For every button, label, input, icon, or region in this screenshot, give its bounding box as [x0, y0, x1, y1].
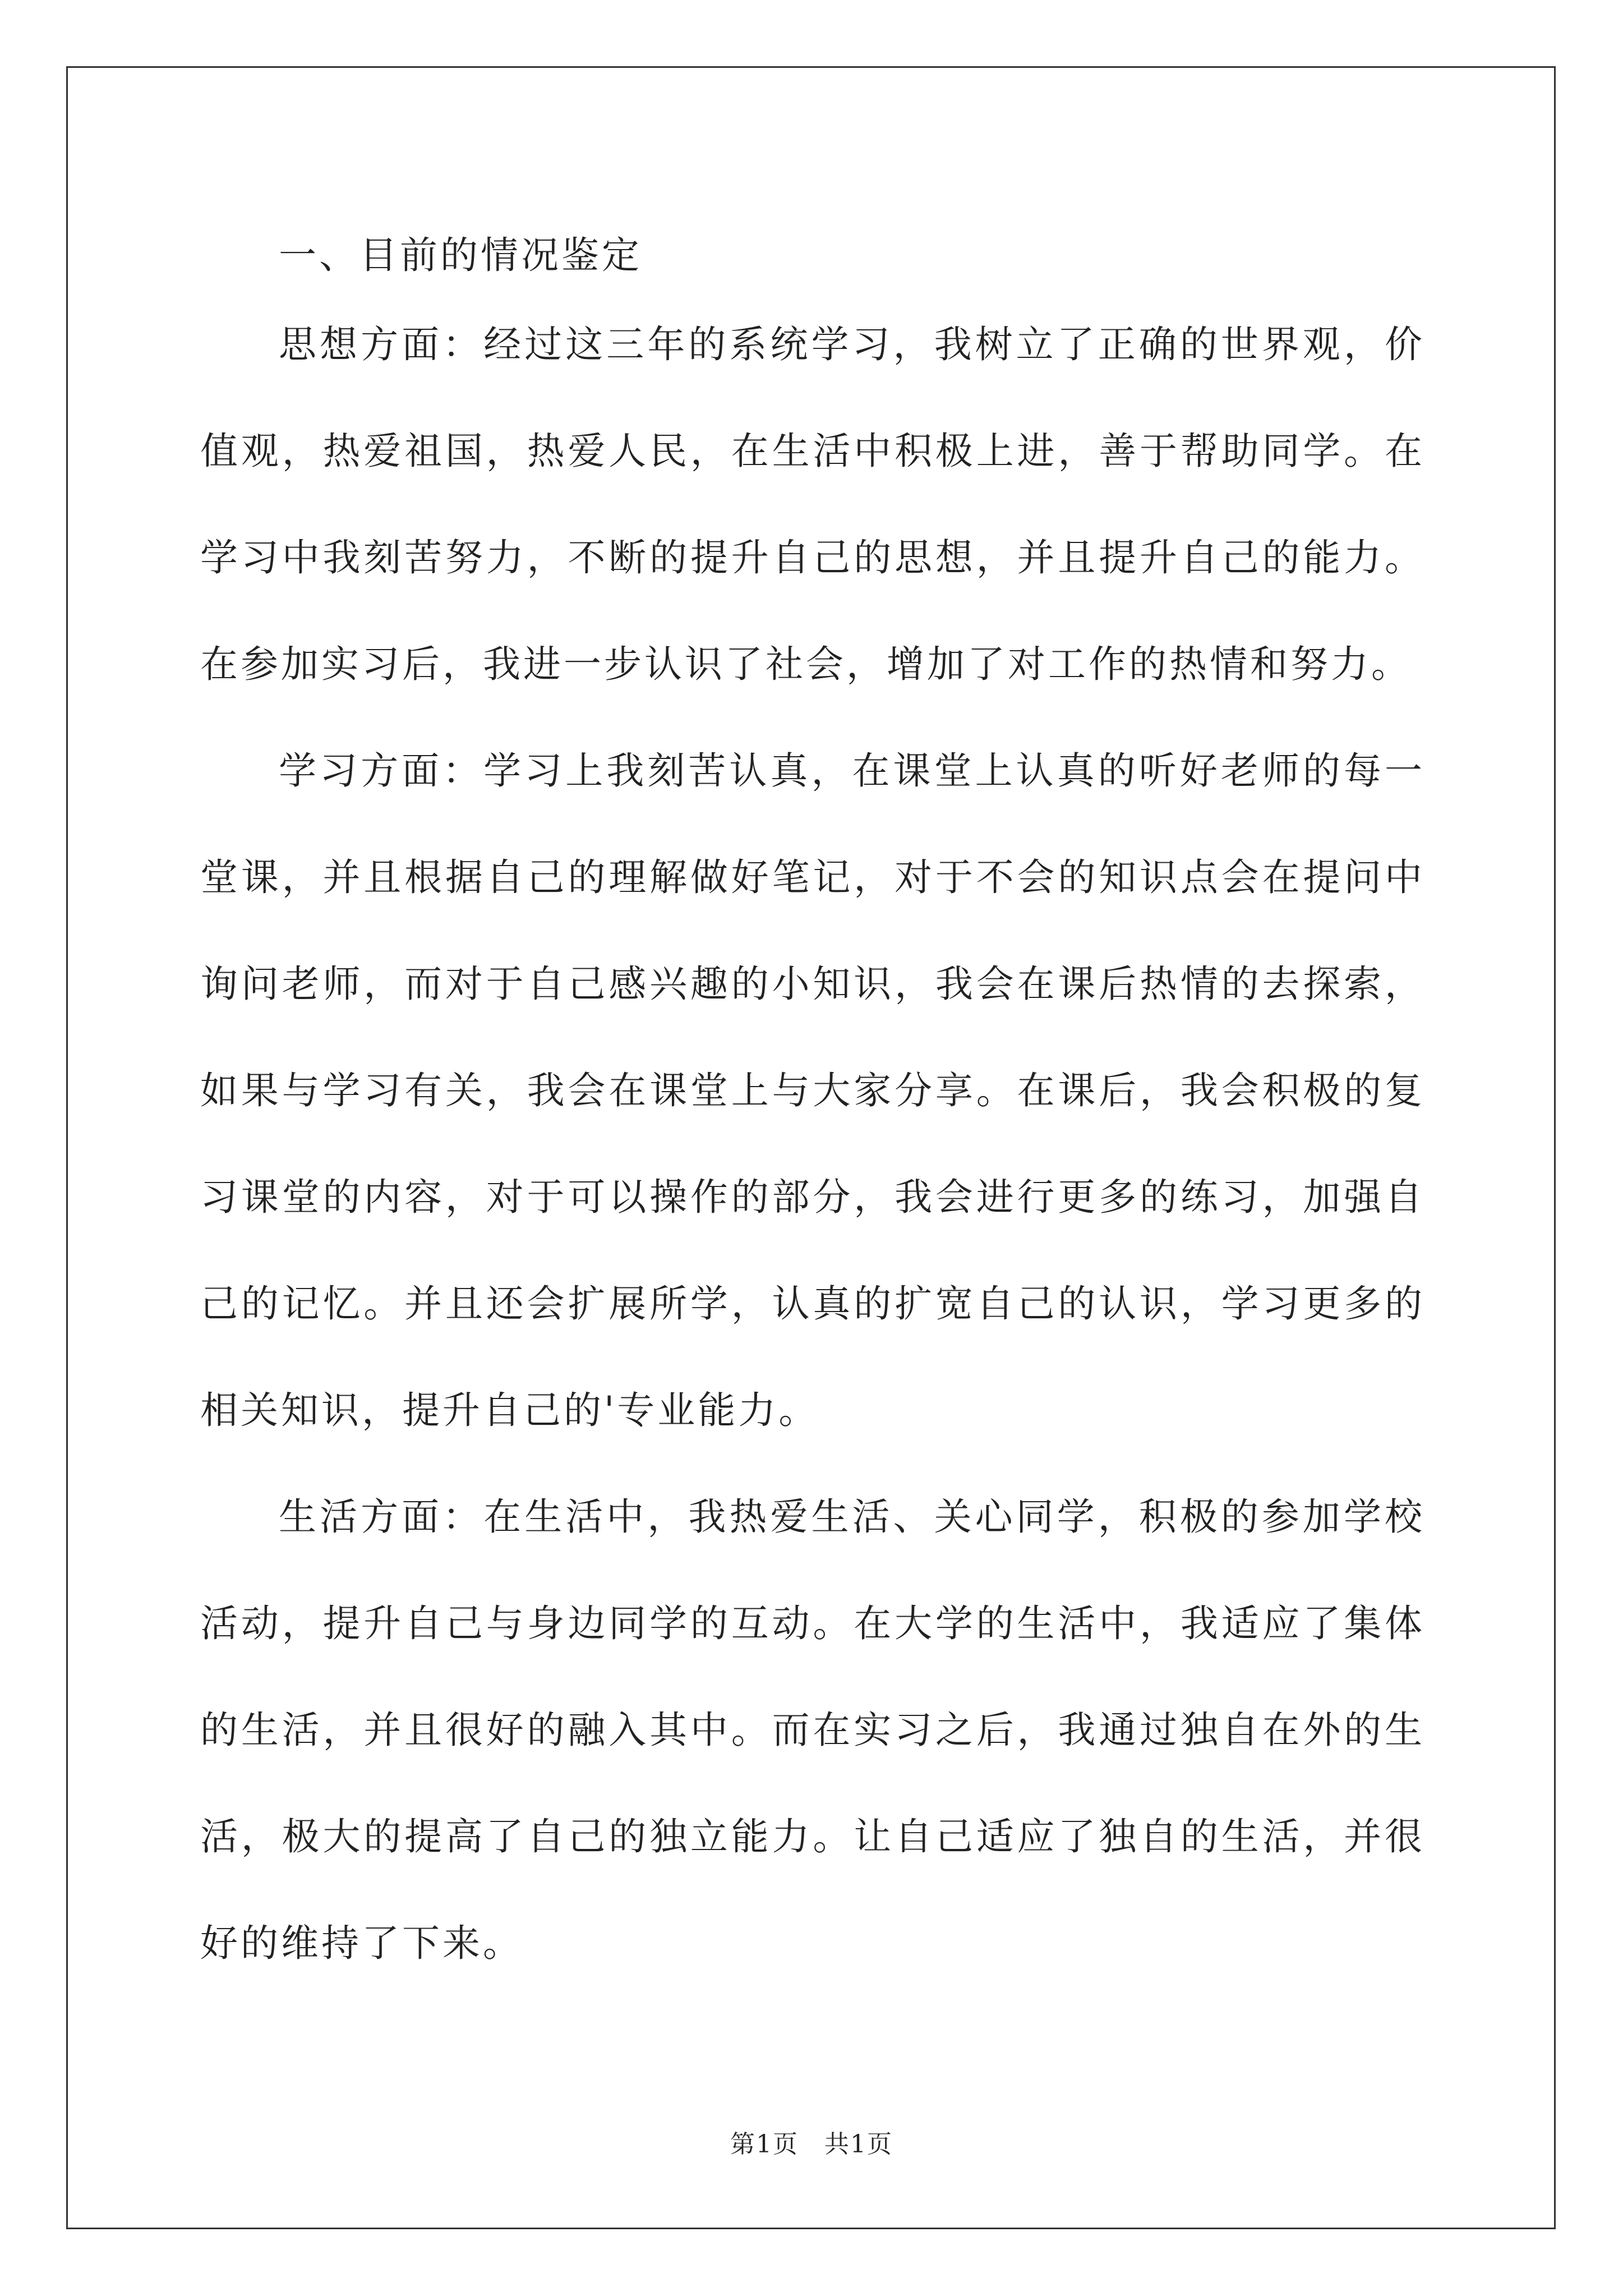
paragraph-thought: 思想方面：经过这三年的系统学习，我树立了正确的世界观，价值观，热爱祖国，热爱人民，在生活中积极上进，善于帮助同学。在学习中我刻苦努力，不断的提升自己的思想，并且提升自己的能力。在参加实习后，我进一步认识了社会，增加了对工作的热情和努力。 [200, 323, 1425, 686]
document-body [200, 222, 1425, 1996]
paragraph-life: 生活方面：在生活中，我热爱生活、关心同学，积极的参加学校活动，提升自己与身边同学的互动。在大学的生活中，我适应了集体的生活，并且很好的融入其中。而在实习之后，我通过独自在外的生活，极大的提高了自己的独立能力。让自己适应了独自的生活，并很好的维持了下来。 [200, 1495, 1425, 1965]
section-heading: 一、目前的情况鉴定 [279, 233, 642, 277]
paragraph-study: 学习方面：学习上我刻苦认真，在课堂上认真的听好老师的每一堂课，并且根据自己的理解做好笔记，对于不会的知识点会在提问中询问老师，而对于自己感兴趣的小知识，我会在课后热情的去探索，如果与学习有关，我会在课堂上与大家分享。在课后，我会积极的复习课堂的内容，对于可以操作的部分，我会进行更多的练习，加强自己的记忆。并且还会扩展所学，认真的扩宽自己的认识，学习更多的相关知识，提升自己的'专业能力。 [200, 749, 1425, 1432]
page-number: 第1页 共1页 [730, 2130, 893, 2159]
